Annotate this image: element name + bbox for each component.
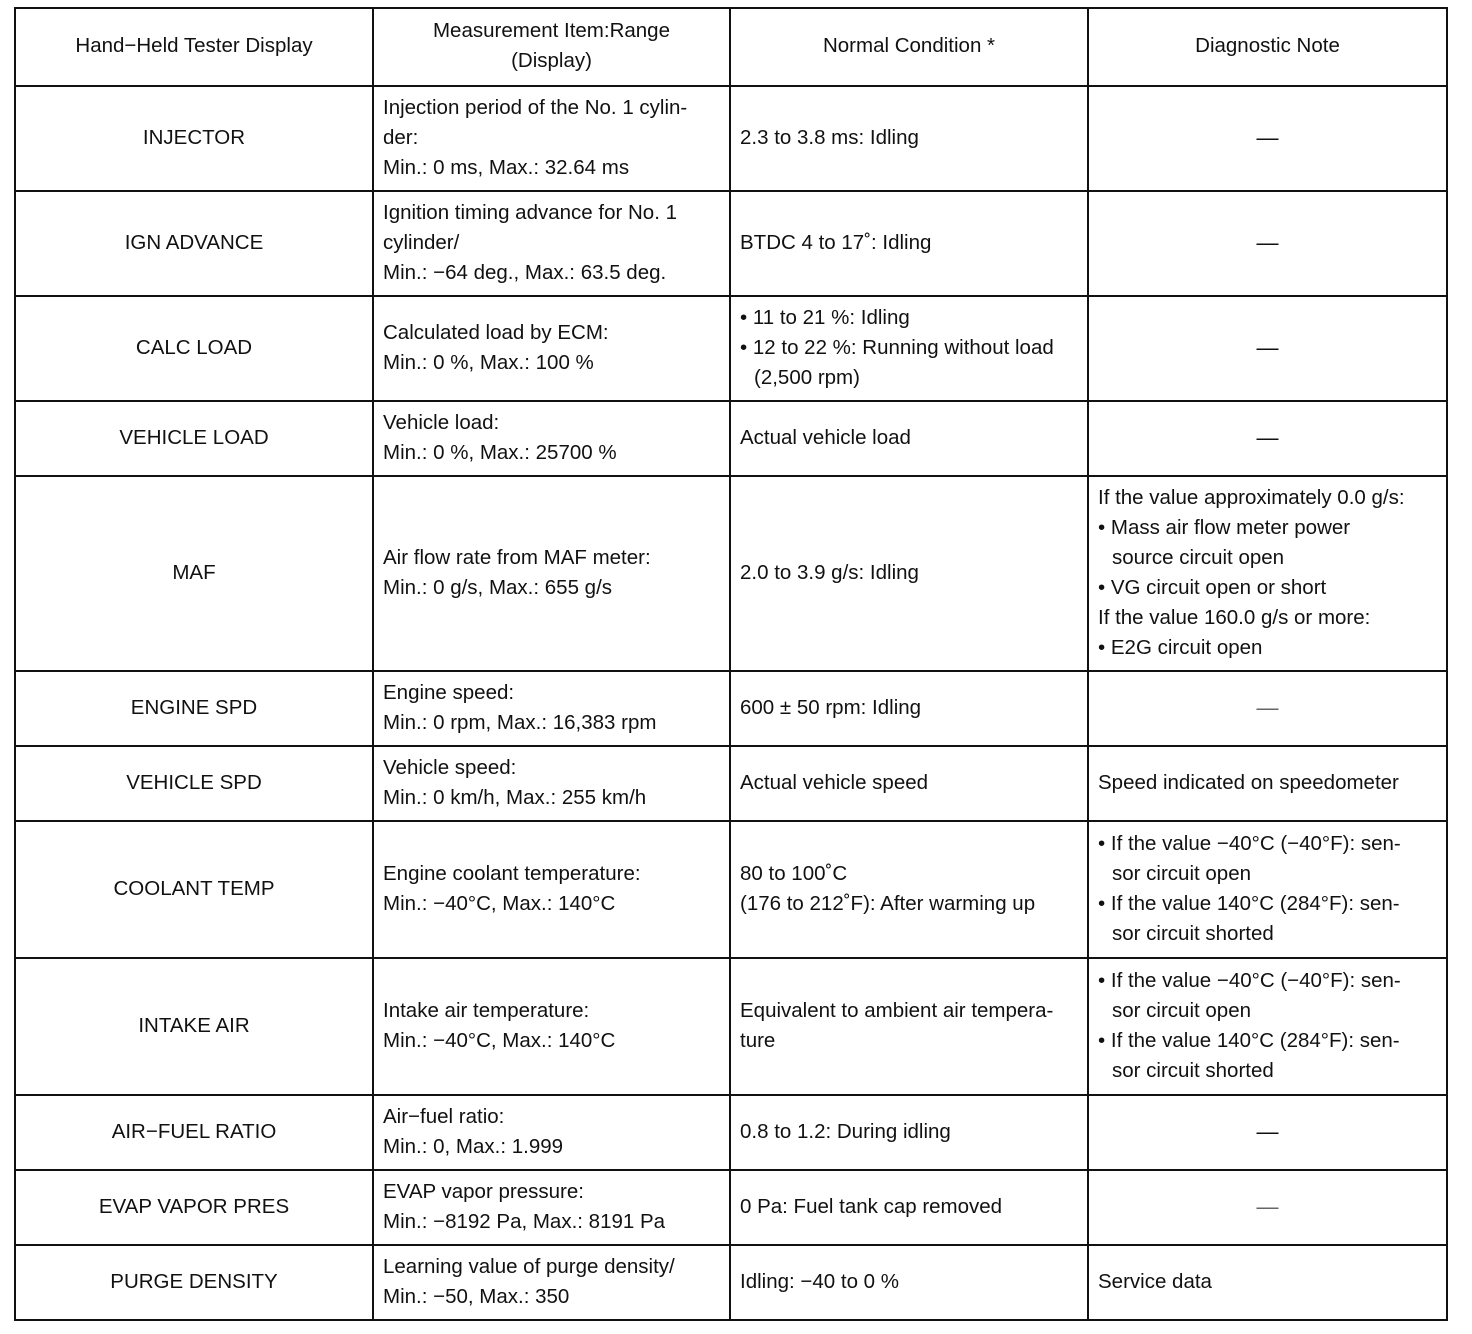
cell-text-line: 0.8 to 1.2: During idling — [740, 1119, 951, 1143]
cell-measurement-item — [373, 191, 730, 296]
cell-text-line: Speed indicated on speedometer — [1098, 770, 1399, 794]
cell-tester-display: VEHICLE SPD — [15, 746, 373, 821]
cell-text-line: source circuit open — [1112, 545, 1285, 569]
cell-tester-display: ENGINE SPD — [15, 671, 373, 746]
cell-diagnostic-note — [1088, 401, 1447, 476]
cell-measurement-item — [373, 746, 730, 821]
cell-text-line: (176 to 212˚F): After warming up — [740, 891, 1036, 915]
cell-text-line: Min.: 0 ms, Max.: 32.64 ms — [383, 155, 630, 179]
table-row — [15, 86, 1447, 191]
cell-tester-display: AIR−FUEL RATIO — [15, 1095, 373, 1170]
table-row — [15, 296, 1447, 401]
header-line: Normal Condition * — [822, 34, 996, 57]
cell-text-line: • If the value −40°C (−40°F): sen- — [1098, 968, 1401, 992]
cell-text-line: Min.: 0 km/h, Max.: 255 km/h — [383, 785, 647, 809]
cell-text-line: Min.: −64 deg., Max.: 63.5 deg. — [383, 260, 667, 284]
cell-normal-condition — [730, 86, 1088, 191]
cell-text-line: Engine coolant temperature: — [383, 861, 641, 885]
cell-text-line: Min.: −8192 Pa, Max.: 8191 Pa — [383, 1209, 666, 1233]
cell-text-line: • If the value 140°C (284°F): sen- — [1098, 1028, 1400, 1052]
cell-text-line: • Mass air flow meter power — [1098, 515, 1351, 539]
cell-tester-display: INTAKE AIR — [15, 958, 373, 1095]
cell-normal-condition — [730, 476, 1088, 671]
cell-text-line: BTDC 4 to 17˚: Idling — [740, 230, 932, 254]
cell-text-line: — — [1256, 124, 1279, 150]
cell-text-line: Min.: 0, Max.: 1.999 — [383, 1134, 564, 1158]
cell-normal-condition — [730, 671, 1088, 746]
table-row — [15, 821, 1447, 958]
cell-text-line: Min.: 0 %, Max.: 25700 % — [383, 440, 617, 464]
diagnostic-data-table — [14, 7, 1448, 1321]
cell-diagnostic-note — [1088, 958, 1447, 1095]
cell-text-line: — — [1256, 229, 1279, 255]
header-line: Measurement Item:Range — [432, 19, 670, 42]
cell-tester-display: VEHICLE LOAD — [15, 401, 373, 476]
cell-text-line: 80 to 100˚C — [740, 861, 848, 885]
header-line: Hand−Held Tester Display — [75, 34, 313, 57]
cell-normal-condition — [730, 1095, 1088, 1170]
cell-diagnostic-note — [1088, 746, 1447, 821]
cell-text-line: — — [1256, 424, 1279, 450]
cell-text-line: der: — [383, 125, 419, 149]
cell-text-line: — — [1256, 1193, 1279, 1219]
cell-text-line: Equivalent to ambient air tempera- — [740, 998, 1054, 1022]
header-line: (Display) — [511, 49, 592, 72]
cell-text-line: • E2G circuit open — [1098, 635, 1263, 659]
cell-text-line: — — [1256, 1118, 1279, 1144]
cell-tester-display: IGN ADVANCE — [15, 191, 373, 296]
table-row — [15, 476, 1447, 671]
table-row — [15, 401, 1447, 476]
cell-text-line: Injection period of the No. 1 cylin- — [383, 95, 688, 119]
cell-text-line: Idling: −40 to 0 % — [740, 1269, 899, 1293]
table-row — [15, 671, 1447, 746]
cell-text-line: sor circuit open — [1112, 861, 1252, 885]
cell-text-line: • 12 to 22 %: Running without load — [740, 335, 1054, 359]
cell-text-line: If the value 160.0 g/s or more: — [1098, 605, 1371, 629]
cell-tester-display: MAF — [15, 476, 373, 671]
cell-measurement-item — [373, 1170, 730, 1245]
cell-text-line: — — [1256, 334, 1279, 360]
cell-measurement-item — [373, 821, 730, 958]
cell-normal-condition — [730, 191, 1088, 296]
cell-text-line: • If the value 140°C (284°F): sen- — [1098, 891, 1400, 915]
header-measurement-item — [373, 8, 730, 86]
cell-text-line: sor circuit open — [1112, 998, 1252, 1022]
cell-tester-display: COOLANT TEMP — [15, 821, 373, 958]
cell-diagnostic-note — [1088, 296, 1447, 401]
cell-diagnostic-note — [1088, 86, 1447, 191]
table-row — [15, 1245, 1447, 1320]
cell-measurement-item — [373, 958, 730, 1095]
cell-text-line: EVAP vapor pressure: — [383, 1179, 584, 1203]
cell-text-line: Service data — [1098, 1269, 1212, 1293]
cell-text-line: • VG circuit open or short — [1098, 575, 1327, 599]
cell-measurement-item — [373, 671, 730, 746]
table-row — [15, 746, 1447, 821]
cell-text-line: 600 ± 50 rpm: Idling — [740, 695, 922, 719]
cell-diagnostic-note — [1088, 671, 1447, 746]
header-diagnostic-note — [1088, 8, 1447, 86]
cell-text-line: Learning value of purge density/ — [383, 1254, 675, 1278]
cell-text-line: • If the value −40°C (−40°F): sen- — [1098, 831, 1401, 855]
cell-normal-condition — [730, 401, 1088, 476]
cell-measurement-item — [373, 1095, 730, 1170]
cell-text-line: ture — [740, 1028, 776, 1052]
table-row — [15, 1170, 1447, 1245]
cell-normal-condition — [730, 296, 1088, 401]
cell-text-line: 2.3 to 3.8 ms: Idling — [740, 125, 919, 149]
cell-tester-display: EVAP VAPOR PRES — [15, 1170, 373, 1245]
cell-text-line: Min.: −40°C, Max.: 140°C — [383, 891, 616, 915]
cell-text-line: sor circuit shorted — [1112, 1058, 1274, 1082]
cell-text-line: Vehicle speed: — [383, 755, 517, 779]
cell-text-line: 0 Pa: Fuel tank cap removed — [740, 1194, 1003, 1218]
cell-normal-condition — [730, 1245, 1088, 1320]
cell-diagnostic-note — [1088, 821, 1447, 958]
cell-text-line: (2,500 rpm) — [754, 365, 860, 389]
cell-text-line: Min.: 0 g/s, Max.: 655 g/s — [383, 575, 613, 599]
cell-diagnostic-note — [1088, 191, 1447, 296]
cell-diagnostic-note — [1088, 1095, 1447, 1170]
cell-text-line: Engine speed: — [383, 680, 515, 704]
cell-measurement-item — [373, 401, 730, 476]
cell-diagnostic-note — [1088, 1245, 1447, 1320]
cell-normal-condition — [730, 958, 1088, 1095]
cell-tester-display: PURGE DENSITY — [15, 1245, 373, 1320]
cell-text-line: • 11 to 21 %: Idling — [740, 305, 910, 329]
cell-diagnostic-note — [1088, 476, 1447, 671]
cell-tester-display: INJECTOR — [15, 86, 373, 191]
cell-text-line: Calculated load by ECM: — [383, 320, 609, 344]
cell-text-line: Intake air temperature: — [383, 998, 590, 1022]
cell-measurement-item — [373, 296, 730, 401]
cell-measurement-item — [373, 86, 730, 191]
cell-text-line: Min.: 0 %, Max.: 100 % — [383, 350, 594, 374]
cell-normal-condition — [730, 821, 1088, 958]
cell-text-line: Min.: 0 rpm, Max.: 16,383 rpm — [383, 710, 657, 734]
table-header-row — [15, 8, 1447, 86]
cell-tester-display: CALC LOAD — [15, 296, 373, 401]
cell-normal-condition — [730, 746, 1088, 821]
cell-diagnostic-note — [1088, 1170, 1447, 1245]
cell-text-line: Min.: −50, Max.: 350 — [383, 1284, 570, 1308]
cell-text-line: sor circuit shorted — [1112, 921, 1274, 945]
header-tester-display — [15, 8, 373, 86]
cell-text-line: If the value approximately 0.0 g/s: — [1098, 485, 1405, 509]
table-row — [15, 958, 1447, 1095]
table-row — [15, 1095, 1447, 1170]
cell-text-line: Air flow rate from MAF meter: — [383, 545, 651, 569]
cell-text-line: — — [1256, 694, 1279, 720]
cell-text-line: Min.: −40°C, Max.: 140°C — [383, 1028, 616, 1052]
cell-normal-condition — [730, 1170, 1088, 1245]
cell-text-line: 2.0 to 3.9 g/s: Idling — [740, 560, 919, 584]
cell-text-line: Ignition timing advance for No. 1 — [383, 200, 677, 224]
header-normal-condition — [730, 8, 1088, 86]
cell-measurement-item — [373, 1245, 730, 1320]
cell-text-line: Actual vehicle load — [740, 425, 911, 449]
cell-text-line: Vehicle load: — [383, 410, 500, 434]
cell-measurement-item — [373, 476, 730, 671]
cell-text-line: Actual vehicle speed — [740, 770, 929, 794]
table-row — [15, 191, 1447, 296]
header-line: Diagnostic Note — [1195, 34, 1340, 57]
cell-text-line: Air−fuel ratio: — [383, 1104, 505, 1128]
cell-text-line: cylinder/ — [383, 230, 460, 254]
